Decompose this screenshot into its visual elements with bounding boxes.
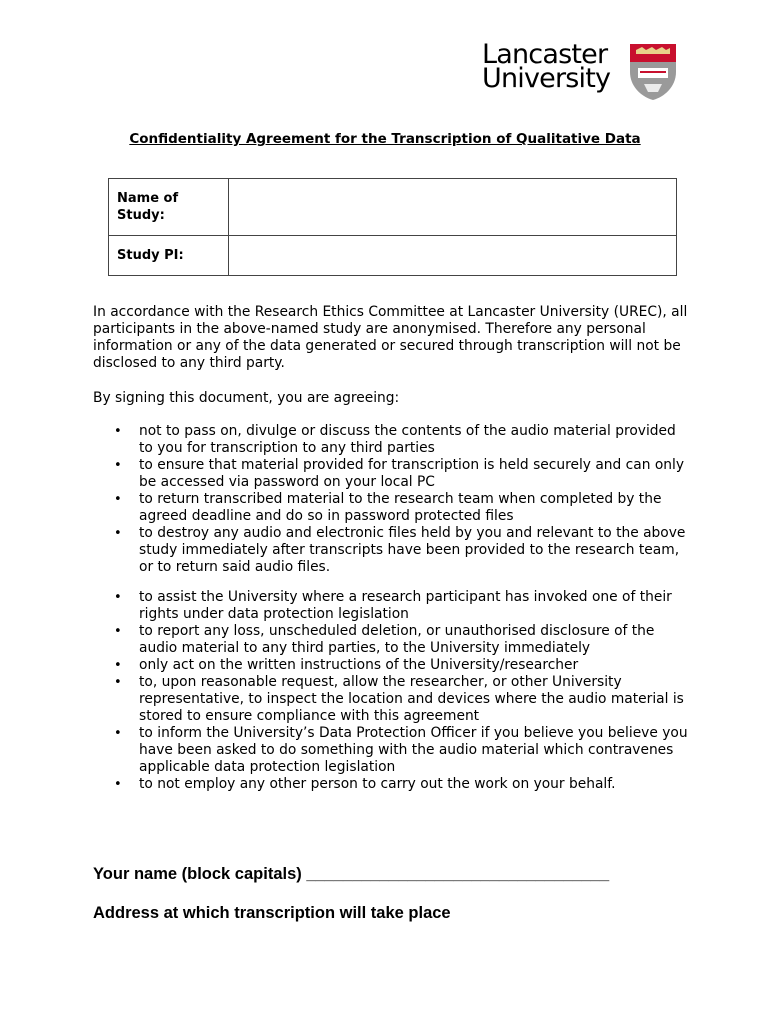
bullet-icon: • xyxy=(114,675,122,690)
study-pi-label: Study PI: xyxy=(109,236,229,276)
document-title: Confidentiality Agreement for the Transcription of Qualitative Data xyxy=(129,131,641,147)
agreeing-intro: By signing this document, you are agreeing: xyxy=(93,390,400,406)
list-item: • to ensure that material provided for transcription is held securely and can only be accessed via password on your local PC xyxy=(114,457,685,490)
list-item: • to return transcribed material to the research team when completed by the agreed deadline and do so in password protected files xyxy=(114,491,662,524)
table-row xyxy=(109,179,677,236)
list-item: • to report any loss, unscheduled deletion, or unauthorised disclosure of the audio material to any third parties, to the University immediately xyxy=(114,623,655,656)
bullet-icon: • xyxy=(114,526,122,541)
university-logo xyxy=(482,40,682,104)
logo-wordmark-line2: University xyxy=(482,63,611,94)
list-item: • only act on the written instructions of the University/researcher xyxy=(114,657,579,673)
list-item: • to destroy any audio and electronic files held by you and relevant to the above study immediately after transcripts have been provided to the research team, or to return said audio files. xyxy=(114,525,686,575)
name-field-line[interactable]: Your name (block capitals) _________________________________ xyxy=(93,865,610,883)
list-item: • to assist the University where a research participant has invoked one of their rights under data protection legislation xyxy=(114,589,672,622)
bullet-icon: • xyxy=(114,777,122,792)
bullet-icon: • xyxy=(114,658,122,673)
crest-icon xyxy=(628,42,678,102)
address-heading: Address at which transcription will take place xyxy=(93,904,451,922)
study-info-table xyxy=(108,178,677,276)
bullet-icon: • xyxy=(114,590,122,605)
bullet-icon: • xyxy=(114,624,122,639)
study-pi-field[interactable] xyxy=(229,236,677,276)
table-row xyxy=(109,236,677,276)
study-name-label: Name of Study: xyxy=(109,179,229,236)
intro-paragraph: In accordance with the Research Ethics Committee at Lancaster University (UREC), all participants in the above-named study are anonymised. Therefore any personal information or any of the data generated or secured through transcription will not be disclosed to any third party. xyxy=(93,304,688,371)
study-name-field[interactable] xyxy=(229,179,677,236)
logo-wordmark-line1: Lancaster xyxy=(482,39,608,70)
agreement-list-2 xyxy=(93,589,693,793)
agreement-list-1 xyxy=(93,423,693,576)
list-item: • to, upon reasonable request, allow the researcher, or other University representative, to inspect the location and devices where the audio material is stored to ensure compliance with this agreement xyxy=(114,674,684,724)
list-item: • not to pass on, divulge or discuss the contents of the audio material provided to you for transcription to any third parties xyxy=(114,423,676,456)
bullet-icon: • xyxy=(114,492,122,507)
list-item: • to not employ any other person to carry out the work on your behalf. xyxy=(114,776,616,792)
bullet-icon: • xyxy=(114,458,122,473)
bullet-icon: • xyxy=(114,424,122,439)
bullet-icon: • xyxy=(114,726,122,741)
list-item: • to inform the University’s Data Protection Officer if you believe you believe you have been asked to do something with the audio material which contravenes applicable data protection legislation xyxy=(114,725,688,775)
